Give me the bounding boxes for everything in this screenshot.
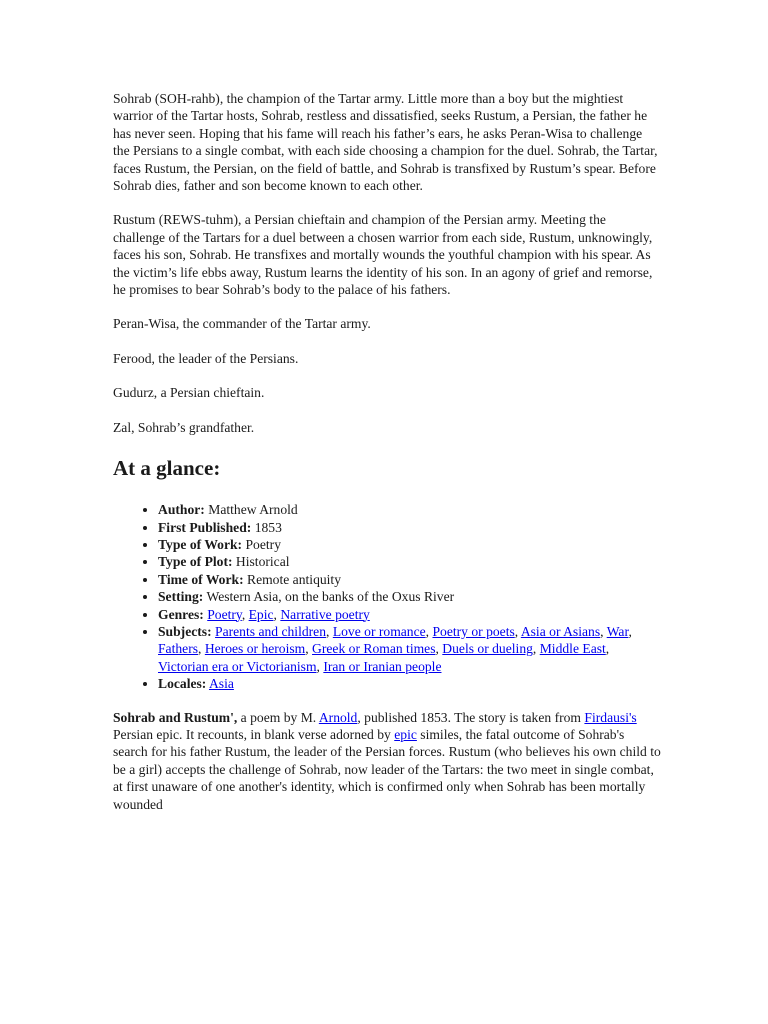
- character-zal: Zal, Sohrab’s grandfather.: [113, 419, 255, 435]
- list-item-subjects: • Subjects: Parents and children, Love or romance, Poetry or poets, Asia or Asians, War, Fathers, Heroes or heroism, Greek or Roman times, Duels or dueling, Middle East, Victorian era or Victorianism, Iran or Iranian people: [158, 623, 661, 675]
- subject-link[interactable]: Fathers: [158, 641, 199, 657]
- firdausi-link[interactable]: Firdausi's: [584, 709, 637, 725]
- list-item-type-of-plot: • Type of Plot: Historical: [158, 553, 661, 570]
- document-page: [113, 90, 661, 813]
- subject-link[interactable]: Victorian era or Victorianism: [158, 658, 317, 674]
- subject-link[interactable]: Poetry or poets: [432, 623, 515, 639]
- subject-link[interactable]: Asia or Asians: [520, 623, 601, 639]
- genre-link[interactable]: Poetry: [207, 606, 242, 622]
- character-rustum: Rustum (REWS-tuhm), a Persian chieftain and champion of the Persian army. Meeting the challenge of the Tartars for a duel between a chosen warrior from each side, Rustum, unknowingly, faces his son, Sohrab. He transfixes and mortally wounds the youthful champion with his spear. As the victim’s life ebbs away, Rustum learns the identity of his son. In an agony of grief and remorse, he promises to bear Sohrab’s body to the palace of his fathers.: [113, 212, 653, 298]
- subject-link[interactable]: Greek or Roman times: [312, 641, 436, 657]
- character-sohrab: Sohrab (SOH-rahb), the champion of the Tartar army. Little more than a boy but the mightiest warrior of the Tartar hosts, Sohrab, restless and dissatisfied, seeks Rustum, a Persian, the father he has never seen. Hoping that his fame will reach his father’s ears, he asks Peran-Wisa to challenge the Persians to a single combat, with each side choosing a champion for the duel. Sohrab, the Tartar, faces Rustum, the Persian, on the field of battle, and Sohrab is transfixed by Rustum’s spear. Before Sohrab dies, father and son become known to each other.: [113, 91, 658, 194]
- list-item-setting: • Setting: Western Asia, on the banks of the Oxus River: [158, 588, 661, 605]
- genre-link[interactable]: Epic: [248, 606, 274, 622]
- locale-link[interactable]: Asia: [208, 676, 234, 692]
- list-item-author: • Author: Matthew Arnold: [158, 501, 661, 518]
- list-item-locales: • Locales: Asia: [158, 675, 661, 692]
- subject-link[interactable]: War: [606, 623, 629, 639]
- list-item-time-of-work: • Time of Work: Remote antiquity: [158, 571, 661, 588]
- subject-link[interactable]: Iran or Iranian people: [323, 658, 442, 674]
- character-peran-wisa: Peran-Wisa, the commander of the Tartar army.: [113, 316, 371, 332]
- summary-title: Sohrab and Rustum',: [113, 709, 238, 725]
- epic-link[interactable]: epic: [394, 726, 417, 742]
- genre-link[interactable]: Narrative poetry: [280, 606, 370, 622]
- character-gudurz: Gudurz, a Persian chieftain.: [113, 385, 265, 401]
- summary-paragraph: Sohrab and Rustum', a poem by M. Arnold, published 1853. The story is taken from Firdausi's Persian epic. It recounts, in blank verse adorned by epic similes, the fatal outcome of Sohrab's search for his father Rustum, the leader of the Persian forces. Rustum (who believes his own child to be a girl) accepts the challenge of Sohrab, now leader of the Tartars: the two meet in single combat, at first unaware of one another's identity, which is confirmed only when Sohrab has been mortally wounded: [113, 709, 661, 812]
- subject-link[interactable]: Parents and children: [215, 623, 327, 639]
- subject-link[interactable]: Duels or dueling: [442, 641, 533, 657]
- subject-link[interactable]: Middle East: [539, 641, 606, 657]
- list-item-genres: • Genres: Poetry, Epic, Narrative poetry: [158, 606, 661, 623]
- character-ferood: Ferood, the leader of the Persians.: [113, 350, 299, 366]
- at-a-glance-heading: At a glance:: [113, 456, 221, 481]
- list-item-first-published: • First Published: 1853: [158, 519, 661, 536]
- subject-link[interactable]: Love or romance: [332, 623, 426, 639]
- glance-list: [113, 501, 661, 692]
- arnold-link[interactable]: Arnold: [318, 709, 358, 725]
- subject-link[interactable]: Heroes or heroism: [204, 641, 306, 657]
- list-item-type-of-work: • Type of Work: Poetry: [158, 536, 661, 553]
